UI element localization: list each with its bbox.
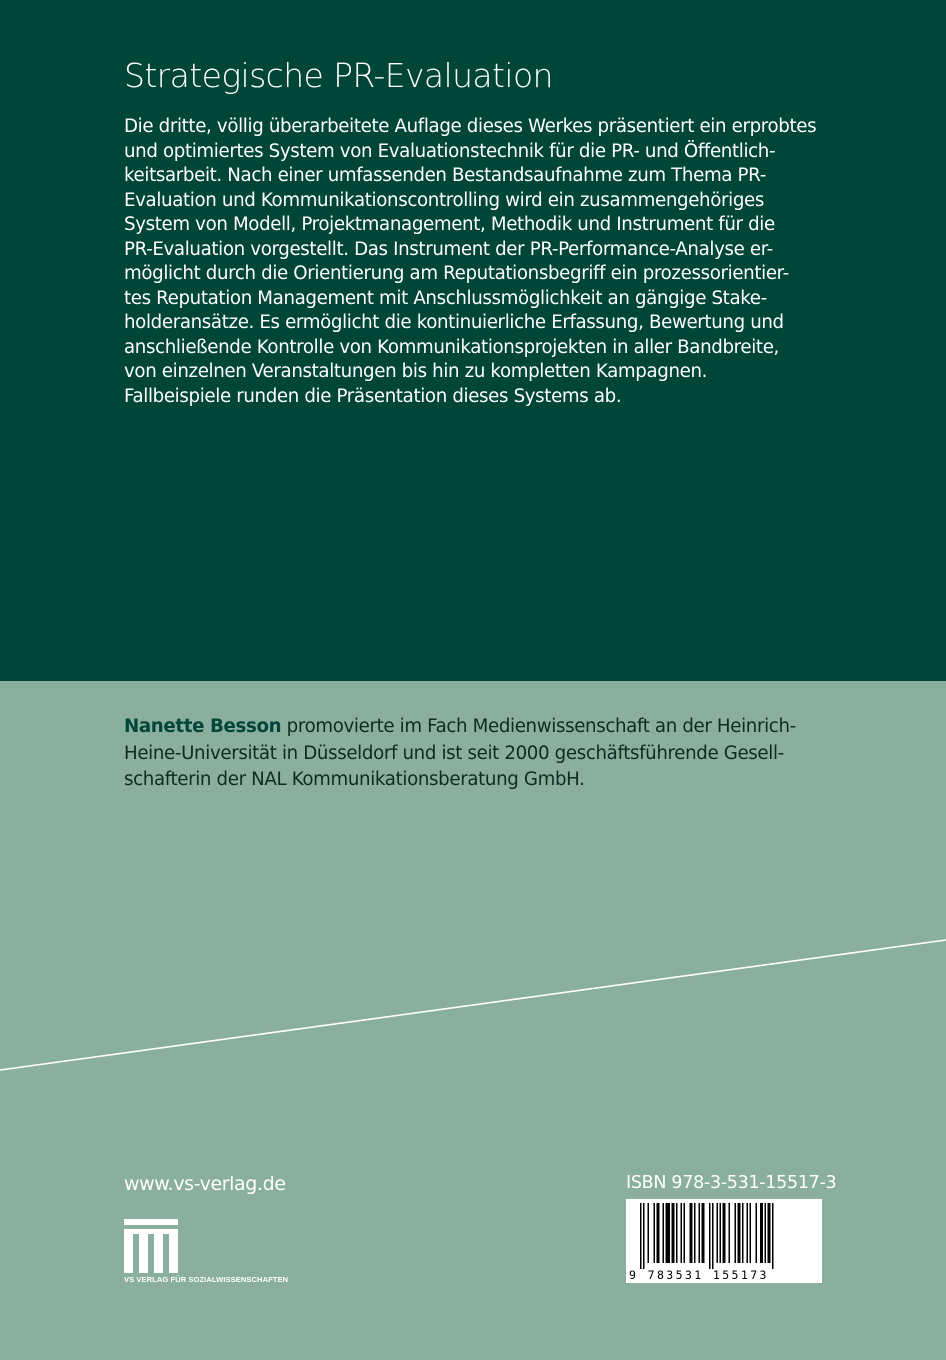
barcode-bar: [690, 1203, 693, 1263]
barcode-bar: [720, 1203, 722, 1263]
barcode-bar: [699, 1203, 701, 1263]
description-line: anschließende Kontrolle von Kommunikationsprojekten in aller Bandbreite,: [124, 336, 779, 358]
bio-line: schafterin der NAL Kommunikationsberatung GmbH.: [124, 769, 585, 790]
author-name: Nanette Besson: [124, 716, 282, 737]
barcode-bar: [672, 1203, 675, 1263]
barcode-bar: [640, 1203, 642, 1269]
barcode-bar: [717, 1203, 719, 1263]
barcode-bar: [694, 1203, 696, 1263]
bio-first-line-rest: promovierte im Fach Medienwissenschaft an der Heinrich-: [281, 716, 796, 737]
publisher-name: VS VERLAG FÜR SOZIALWISSENSCHAFTEN: [124, 1275, 289, 1284]
barcode-bar: [738, 1203, 741, 1263]
barcode-bar: [747, 1203, 749, 1263]
bio-line: Heine-Universität in Düsseldorf und ist seit 2000 geschäftsführende Gesell-: [124, 742, 784, 764]
barcode-number: 9 783531 155173: [629, 1268, 769, 1282]
vs-verlag-logo-icon: [124, 1219, 178, 1273]
publisher-website: www.vs-verlag.de: [124, 1173, 286, 1195]
book-title: Strategische PR-Evaluation: [124, 56, 553, 95]
barcode: [626, 1199, 822, 1283]
description-line: von einzelnen Veranstaltungen bis hin zu kompletten Kampagnen.: [124, 361, 708, 382]
isbn-number: ISBN 978-3-531-15517-3: [626, 1173, 837, 1193]
barcode-bar: [723, 1203, 726, 1263]
description-line: Fallbeispiele runden die Präsentation dieses Systems ab.: [124, 385, 622, 407]
description-line: und optimiertes System von Evaluationstechnik für die PR- und Öffentlich-: [124, 140, 776, 162]
barcode-bar: [709, 1203, 711, 1269]
barcode-bar: [663, 1203, 665, 1263]
barcode-bar: [750, 1203, 752, 1263]
description-line: System von Modell, Projektmanagement, Methodik und Instrument für die: [124, 214, 775, 235]
barcode-bar: [643, 1203, 645, 1269]
description-line: möglicht durch die Orientierung am Reputationsbegriff ein prozessorientier-: [124, 263, 789, 284]
barcode-bar: [768, 1203, 771, 1263]
author-bio: [124, 714, 824, 794]
bio-line: [124, 714, 824, 741]
description-line: keitsarbeit. Nach einer umfassenden Bestandsaufnahme zum Thema PR-: [124, 165, 766, 186]
barcode-bar: [772, 1203, 774, 1269]
barcode-bar: [681, 1203, 683, 1263]
barcode-bar: [742, 1203, 744, 1263]
barcode-bar: [684, 1203, 686, 1263]
barcode-bar: [666, 1203, 671, 1263]
description-line: Die dritte, völlig überarbeitete Auflage dieses Werkes präsentiert ein erprobtes: [124, 116, 817, 137]
barcode-bar: [765, 1203, 767, 1263]
description-line: tes Reputation Management mit Anschlussmöglichkeit an gängige Stake-: [124, 287, 767, 309]
description-line: Evaluation und Kommunikationscontrolling wird ein zusammengehöriges: [124, 189, 764, 211]
barcode-bar: [712, 1203, 714, 1269]
description-line: holderansätze. Es ermöglicht die kontinuierliche Erfassung, Bewertung und: [124, 312, 784, 333]
barcode-bar: [676, 1203, 678, 1263]
barcode-bar: [702, 1203, 705, 1263]
barcode-bar: [729, 1203, 731, 1263]
description-line: PR-Evaluation vorgestellt. Das Instrument der PR-Performance-Analyse er-: [124, 238, 773, 260]
book-description: [124, 115, 824, 409]
barcode-bar: [735, 1203, 737, 1263]
barcode-bar: [648, 1203, 650, 1263]
barcode-bar: [760, 1203, 763, 1263]
barcode-bar: [654, 1203, 656, 1263]
barcode-bar: [657, 1203, 660, 1263]
barcode-bar: [756, 1203, 758, 1263]
